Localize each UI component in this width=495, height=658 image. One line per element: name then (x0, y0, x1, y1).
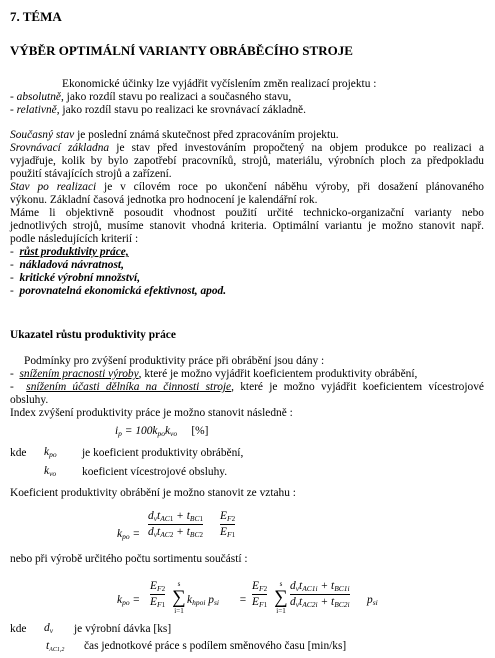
criteria-item: - kritické výrobní množství, (10, 272, 141, 284)
def-comparison-base-text: je stav před investováním propočtený na objem produkce po realizaci a (109, 142, 484, 154)
def-comparison-base-line2: vyjadřuje, kolik by bylo zapotřebí pracovníků, strojů, materiálu, výrobních ploch za předpokladu (10, 155, 484, 167)
term-workload: snížením pracnosti výroby (19, 368, 139, 380)
def-post-realization-line1 (10, 181, 484, 194)
intro-item-absolute: - absolutně, jako rozdíl stavu po realizaci a současného stavu, (10, 91, 292, 103)
paragraph-line1: Máme li objektivně posoudit vhodnost použití určité technicko-organizační varianty nebo (10, 207, 484, 219)
formula-kpo2-term: $k_{hpoi}$ $p_{si}$ (187, 594, 219, 607)
intro-item-relative: - relativně, jako rozdíl stavu po realizaci ke srovnávací základně. (10, 104, 306, 116)
page-title: VÝBĚR OPTIMÁLNÍ VARIANTY OBRÁBĚCÍHO STROJE (10, 43, 353, 58)
criteria-text: nákladová návratnost, (19, 259, 124, 271)
math-subscript: p (118, 429, 122, 438)
chapter-number: 7. TÉMA (10, 9, 62, 24)
formula-kpo-energy-fraction: $E_{F2}$ $E_{F1}$ (220, 510, 236, 540)
math-subscript: vo (170, 429, 178, 438)
math-symbol: k (44, 465, 50, 477)
math-symbol: k (44, 446, 50, 458)
desc-dv: je výrobní dávka [ks] (74, 623, 172, 635)
intro-item-absolute-text: , jako rozdíl stavu po realizaci a současného stavu, (60, 91, 292, 103)
symbol-tac (46, 640, 64, 653)
intro-lead: Ekonomické účinky lze vyjádřit vyčíslením změn realizací projektu : (62, 78, 377, 90)
math-symbol: k (164, 425, 171, 437)
section-item-worker-text: , které je možno vyjádřit koeficientem vícestrojové (231, 381, 484, 393)
math-symbol: i (115, 425, 119, 437)
section-item-worker: - snížením účasti dělníka na činnosti stroje, které je možno vyjádřit koeficientem vícestrojové (10, 381, 484, 393)
intro-item-relative-text: , jako rozdíl stavu po realizaci ke srovnávací základně. (56, 104, 306, 116)
where-label-2: kde (10, 623, 27, 635)
def-comparison-base-line1 (10, 142, 484, 155)
where-label: kde (10, 447, 27, 459)
coef-line: Koeficient produktivity obrábění je možno stanovit ze vztahu : (10, 487, 296, 499)
section-title: Ukazatel růstu produktivity práce (10, 329, 176, 341)
formula-kpo-fraction: $d_vt_{AC1} + t_{BC1}$ $d_vt_{AC2} + t_{BC2}$ (148, 510, 203, 540)
math-symbol: d (44, 622, 50, 634)
term-worker: snížením účasti dělníka na činnosti stroje (26, 381, 232, 393)
criteria-item: - růst produktivity práce, (10, 246, 129, 258)
desc-kpo: je koeficient produktivity obrábění, (82, 447, 244, 459)
criteria-text: kritické výrobní množství, (19, 272, 141, 284)
formula-kpo2-lhs: $k_{po}$ = (117, 594, 141, 607)
symbol-kvo (44, 465, 56, 478)
formula-kpo2-eq: = (239, 594, 247, 606)
term-post-realization: Stav po realizaci (10, 181, 97, 193)
formula-kpo3-term: $p_{si}$ (367, 594, 378, 607)
term-comparison-base: Srovnávací základna (10, 142, 110, 154)
formula-index (115, 425, 208, 438)
section-item-worker-cont: obsluhy. (10, 394, 49, 406)
def-current-state-text: je poslední známá skutečnost před zpracováním projektu. (74, 129, 339, 141)
section-item-workload: - snížením pracnosti výroby, které je možno vyjádřit koeficientem produktivity obrábění, (10, 368, 418, 380)
term-relative: relativně (16, 104, 57, 116)
section-item-workload-text: , které je možno vyjádřit koeficientem produktivity obrábění, (138, 368, 418, 380)
criteria-text: růst produktivity práce, (19, 246, 129, 258)
paragraph-line2: jednotlivých strojů, musíme stanovit vhodná kriteria. Optimální variantu je možno stanovit např. (10, 220, 484, 232)
math-symbol: t (46, 640, 50, 652)
symbol-dv (44, 622, 53, 635)
criteria-text: porovnatelná ekonomická efektivnost, apod. (19, 285, 227, 297)
math-subscript: po (157, 429, 165, 438)
def-post-realization-line2: výkonu. Základní časová jednotka pro hodnocení je kalendářní rok. (10, 194, 318, 206)
math-subscript: vo (49, 469, 57, 478)
criteria-item: - nákladová návratnost, (10, 259, 124, 271)
sum-symbol: s ∑ i=1 (274, 580, 288, 615)
formula-kpo3-energy-fraction: $E_{F2}$ $E_{F1}$ (252, 580, 268, 610)
index-line: Index zvýšení produktivity práce je možno stanovit následně : (10, 407, 293, 419)
sum-symbol: s ∑ i=1 (172, 580, 186, 615)
math-subscript: AC1,2 (49, 647, 65, 653)
def-post-realization-text: je v cílovém roce po ukončení náběhu výroby, při dosažení plánovaného (96, 181, 484, 193)
criteria-item: - porovnatelná ekonomická efektivnost, apod. (10, 285, 227, 297)
def-current-state (10, 129, 339, 142)
term-current-state: Současný stav (10, 129, 75, 141)
def-comparison-base-line3: použití stávajících strojů a zařízení. (10, 168, 172, 180)
math-subscript: po (49, 450, 57, 459)
desc-tac: čas jednotkové práce s podílem směnového času [min/ks] (84, 640, 347, 652)
symbol-kpo (44, 446, 57, 459)
formula-kpo2-energy-fraction: $E_{F2}$ $E_{F1}$ (150, 580, 166, 610)
math-subscript: v (49, 626, 54, 635)
formula-unit: [%] (191, 425, 209, 437)
formula-kpo-lhs: $k_{po}$ = (117, 528, 141, 541)
math-expression: = 100k (124, 425, 158, 437)
formula-kpo3-fraction: $d_vt_{AC1i} + t_{BC1i}$ $d_vt_{AC2i} + t_{BC2i}$ (290, 580, 350, 610)
desc-kvo: koeficient vícestrojové obsluhy. (82, 466, 228, 478)
paragraph-line3: podle následujících kriterií : (10, 233, 139, 245)
sort-line: nebo při výrobě určitého počtu sortimentu součástí : (10, 553, 248, 565)
term-absolute: absolutně (16, 91, 61, 103)
section-lead: Podmínky pro zvýšení produktivity práce při obrábění jsou dány : (24, 355, 325, 367)
